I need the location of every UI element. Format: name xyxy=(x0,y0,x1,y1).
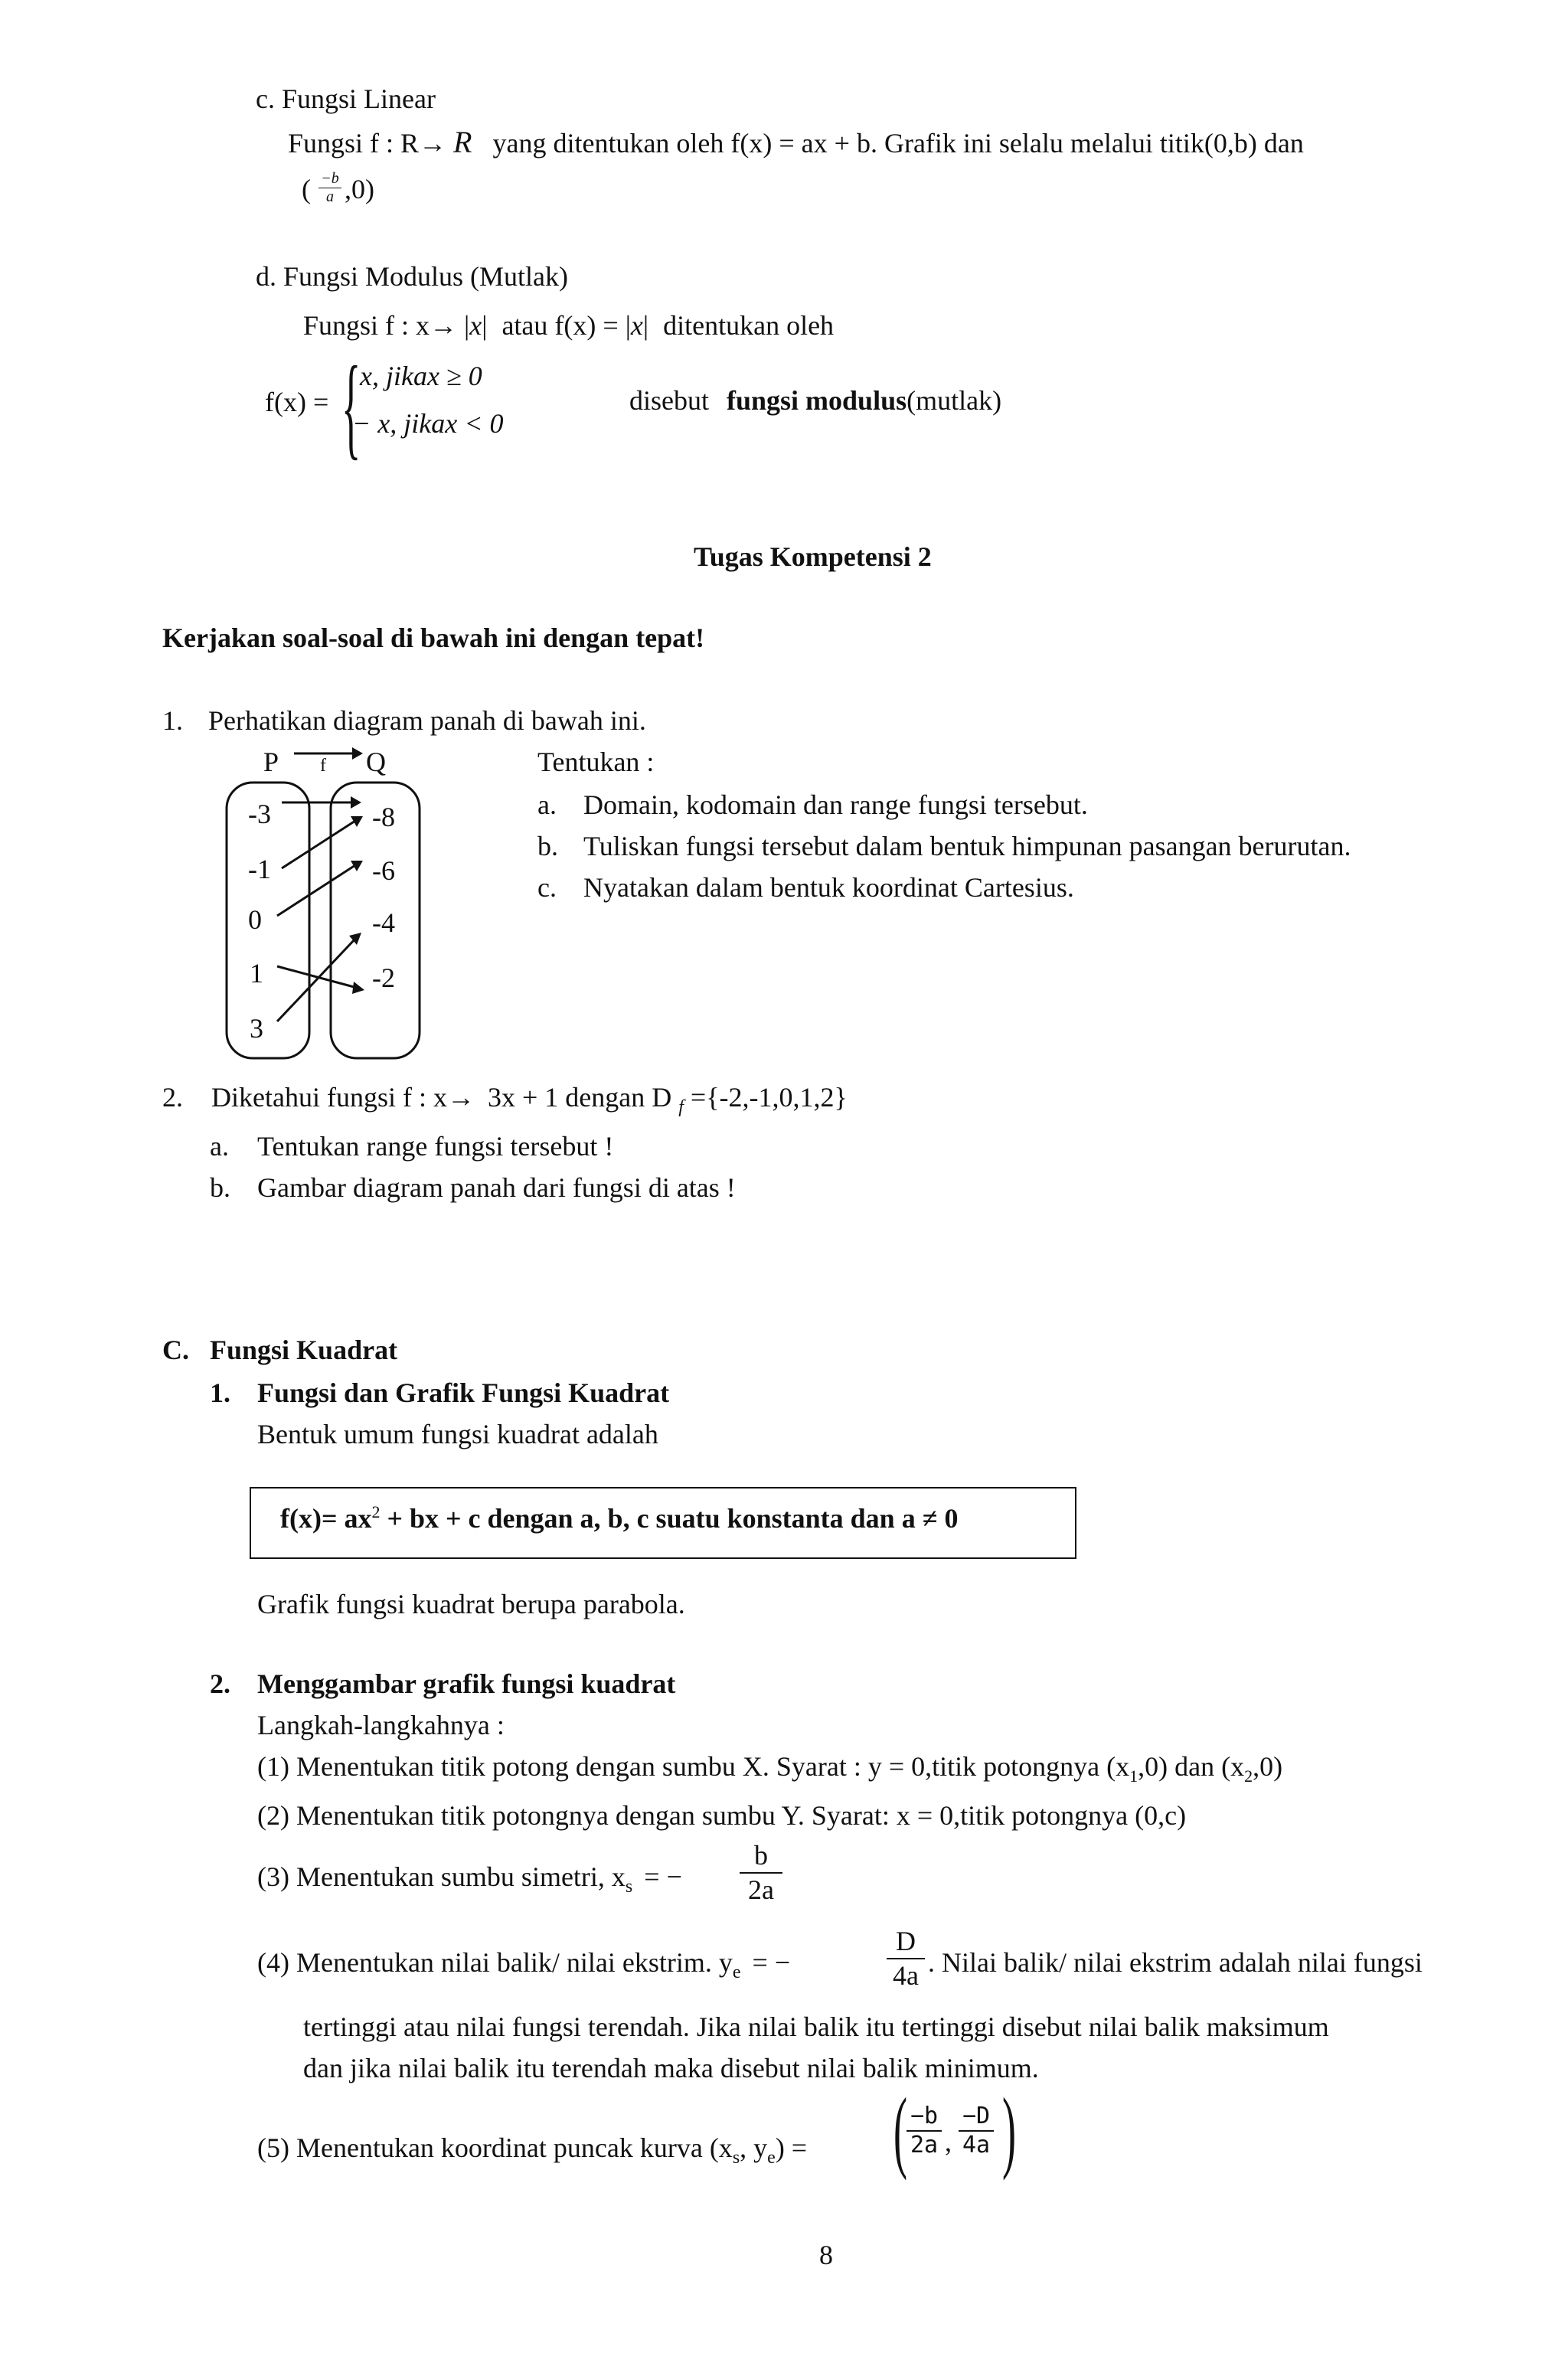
linear-line2-close: ,0) xyxy=(345,174,374,204)
q2-domain-sub: f xyxy=(678,1097,684,1118)
step-4-line3: dan jika nilai balik itu terendah maka disebut nilai balik minimum. xyxy=(303,2053,1039,2083)
linear-fraction-num: −b xyxy=(318,170,341,188)
step-4-text: (4) Menentukan nilai balik/ nilai ekstrim. y xyxy=(257,1947,733,1978)
step-5-text: (5) Menentukan koordinat puncak kurva (x xyxy=(257,2132,733,2163)
step-4-eq: = − xyxy=(752,1947,791,1978)
step-3-den: 2a xyxy=(748,1874,774,1906)
q1-item-text: Tuliskan fungsi tersebut dalam bentuk himpunan pasangan berurutan. xyxy=(583,831,1351,861)
set-Q-label: Q xyxy=(366,747,386,777)
q2-item-text: Tentukan range fungsi tersebut ! xyxy=(257,1131,614,1162)
abs-bar-icon: | xyxy=(642,310,649,341)
arrow-icon: → xyxy=(446,1082,475,1113)
step-4-num: D xyxy=(887,1925,925,1959)
arrow-icon: → xyxy=(430,310,458,341)
step-3 xyxy=(257,1861,682,1898)
modulus-desc-post: (mutlak) xyxy=(906,385,1002,416)
left-paren-icon: ( xyxy=(893,2079,907,2181)
arrowhead-icon xyxy=(352,982,364,994)
step-5-f1-den: 2a xyxy=(910,2132,939,2158)
step-1-mid: ,0) dan (x xyxy=(1138,1751,1245,1782)
P-value: -3 xyxy=(248,799,271,829)
abs-bar-icon: | xyxy=(464,310,470,341)
step-4 xyxy=(257,1946,790,1984)
step-5-f2-den: 4a xyxy=(962,2132,991,2158)
general-form-pre: f(x)= ax xyxy=(280,1503,372,1534)
modulus-case1: x, jikax ≥ 0 xyxy=(360,361,482,391)
right-paren-icon: ) xyxy=(1001,2079,1016,2181)
sub2-number: 2. xyxy=(210,1668,230,1699)
step-3-eq: = − xyxy=(644,1861,682,1892)
step-5-sub-s: s xyxy=(732,2148,740,2168)
Q-value: -6 xyxy=(372,855,395,886)
q2-text xyxy=(211,1081,848,1119)
P-value: -1 xyxy=(248,854,271,884)
q1-item-text: Domain, kodomain dan range fungsi tersebut. xyxy=(583,789,1088,820)
q2-item-text: Gambar diagram panah dari fungsi di atas ! xyxy=(257,1172,736,1203)
modulus-line1-post: ditentukan oleh xyxy=(663,310,835,341)
modulus-line1-pre: Fungsi f : x xyxy=(303,310,430,341)
sub1-title: Fungsi dan Grafik Fungsi Kuadrat xyxy=(257,1377,670,1408)
arrowhead-icon xyxy=(351,796,361,809)
q1-item-label: a. xyxy=(537,789,557,820)
Q-value: -8 xyxy=(372,802,395,832)
linear-line2-open: ( xyxy=(302,174,311,204)
task-instruction: Kerjakan soal-soal di bawah ini dengan tepat! xyxy=(162,623,705,653)
linear-fraction-den: a xyxy=(326,188,334,205)
Q-value: -2 xyxy=(372,962,395,993)
step-5-fraction-1 xyxy=(906,2103,942,2159)
step-5-end: ) = xyxy=(775,2132,808,2163)
step-4-sub: e xyxy=(732,1962,741,1983)
function-f-label: f xyxy=(320,756,326,776)
step-3-fraction xyxy=(740,1839,782,1907)
sub1-text: Bentuk umum fungsi kuadrat adalah xyxy=(257,1419,658,1449)
linear-line1-post: yang ditentukan oleh f(x) = ax + b. Grafik ini selalu melalui titik(0,b) dan xyxy=(492,128,1304,158)
step-1-end: ,0) xyxy=(1253,1751,1283,1782)
P-value: 1 xyxy=(250,958,263,989)
arrow-icon: → xyxy=(419,128,447,158)
q1-number: 1. xyxy=(162,705,183,736)
set-P-label: P xyxy=(263,747,279,777)
P-value: 3 xyxy=(250,1013,263,1044)
step-1-sub2: 2 xyxy=(1244,1766,1253,1786)
step-5-f1-num: −b xyxy=(906,2103,942,2132)
left-brace-icon: { xyxy=(341,343,361,470)
modulus-fx: f(x) = xyxy=(265,387,329,417)
modulus-line1-mid: atau f(x) = xyxy=(501,310,619,341)
modulus-abs-x1: x xyxy=(469,310,482,341)
step-5-comma: , xyxy=(945,2126,952,2157)
step-1-sub1: 1 xyxy=(1129,1766,1138,1786)
arrowhead-icon xyxy=(352,747,363,760)
step-5-fraction-2 xyxy=(959,2103,994,2159)
P-value: 0 xyxy=(248,904,262,935)
task-title: Tugas Kompetensi 2 xyxy=(694,541,932,572)
q2-number: 2. xyxy=(162,1082,183,1113)
q2-item-label: a. xyxy=(210,1131,229,1162)
step-4-fraction xyxy=(887,1925,925,1992)
q2-post: ={-2,-1,0,1,2} xyxy=(690,1082,848,1113)
page-number: 8 xyxy=(819,2240,833,2270)
modulus-heading: d. Fungsi Modulus (Mutlak) xyxy=(256,261,569,292)
step-3-sub: s xyxy=(625,1877,633,1897)
step-5-f2-num: −D xyxy=(959,2103,994,2132)
general-form xyxy=(280,1502,958,1535)
q1-tentukan: Tentukan : xyxy=(537,747,655,777)
general-form-post: + bx + c dengan a, b, c suatu konstanta dan a ≠ 0 xyxy=(387,1503,959,1534)
q1-item-label: c. xyxy=(537,872,557,903)
modulus-case2: − x, jikax < 0 xyxy=(352,408,504,439)
modulus-desc-pre: disebut xyxy=(629,385,709,416)
q2-pre: Diketahui fungsi f : x xyxy=(211,1082,447,1113)
sub2-title: Menggambar grafik fungsi kuadrat xyxy=(257,1668,676,1699)
arrow-line-neg1 xyxy=(282,821,355,868)
step-3-text: (3) Menentukan sumbu simetri, x xyxy=(257,1861,626,1892)
step-2: (2) Menentukan titik potongnya dengan sumbu Y. Syarat: x = 0,titik potongnya (0,c) xyxy=(257,1800,1187,1831)
q1-item-text: Nyatakan dalam bentuk koordinat Cartesius. xyxy=(583,872,1074,903)
parabola-text: Grafik fungsi kuadrat berupa parabola. xyxy=(257,1589,685,1619)
linear-heading: c. Fungsi Linear xyxy=(256,83,436,114)
steps-intro: Langkah-langkahnya : xyxy=(257,1710,505,1740)
linear-codomain: R xyxy=(453,125,472,159)
q2-item-label: b. xyxy=(210,1172,230,1203)
step-5-sub-e: e xyxy=(767,2148,776,2168)
modulus-desc-bold: fungsi modulus xyxy=(727,385,907,416)
arrow-line-3 xyxy=(277,939,355,1021)
step-1 xyxy=(257,1750,1282,1787)
abs-bar-icon: | xyxy=(482,310,488,341)
sub1-number: 1. xyxy=(210,1377,230,1408)
arrow-line-0 xyxy=(277,865,355,916)
section-label: C. xyxy=(162,1335,189,1365)
modulus-abs-x2: x xyxy=(630,310,643,341)
general-form-sup: 2 xyxy=(371,1502,381,1521)
q1-item-label: b. xyxy=(537,831,558,861)
step-4-den: 4a xyxy=(893,1960,919,1992)
step-4-line2: tertinggi atau nilai fungsi terendah. Jika nilai balik itu tertinggi disebut nilai balik maksimum xyxy=(303,2011,1329,2042)
Q-value: -4 xyxy=(372,907,395,938)
step-4-post: . Nilai balik/ nilai ekstrim adalah nilai fungsi xyxy=(928,1947,1423,1978)
step-5 xyxy=(257,2132,807,2169)
step-3-num: b xyxy=(740,1839,782,1874)
section-title: Fungsi Kuadrat xyxy=(210,1335,398,1365)
arrow-line-1 xyxy=(277,966,357,988)
step-5-mid: , y xyxy=(740,2132,768,2163)
step-1-text: (1) Menentukan titik potong dengan sumbu X. Syarat : y = 0,titik potongnya (x xyxy=(257,1751,1130,1782)
linear-line1-pre: Fungsi f : R xyxy=(288,128,420,158)
abs-bar-icon: | xyxy=(625,310,631,341)
q1-text: Perhatikan diagram panah di bawah ini. xyxy=(208,705,646,736)
q2-mid: 3x + 1 dengan D xyxy=(487,1082,672,1113)
